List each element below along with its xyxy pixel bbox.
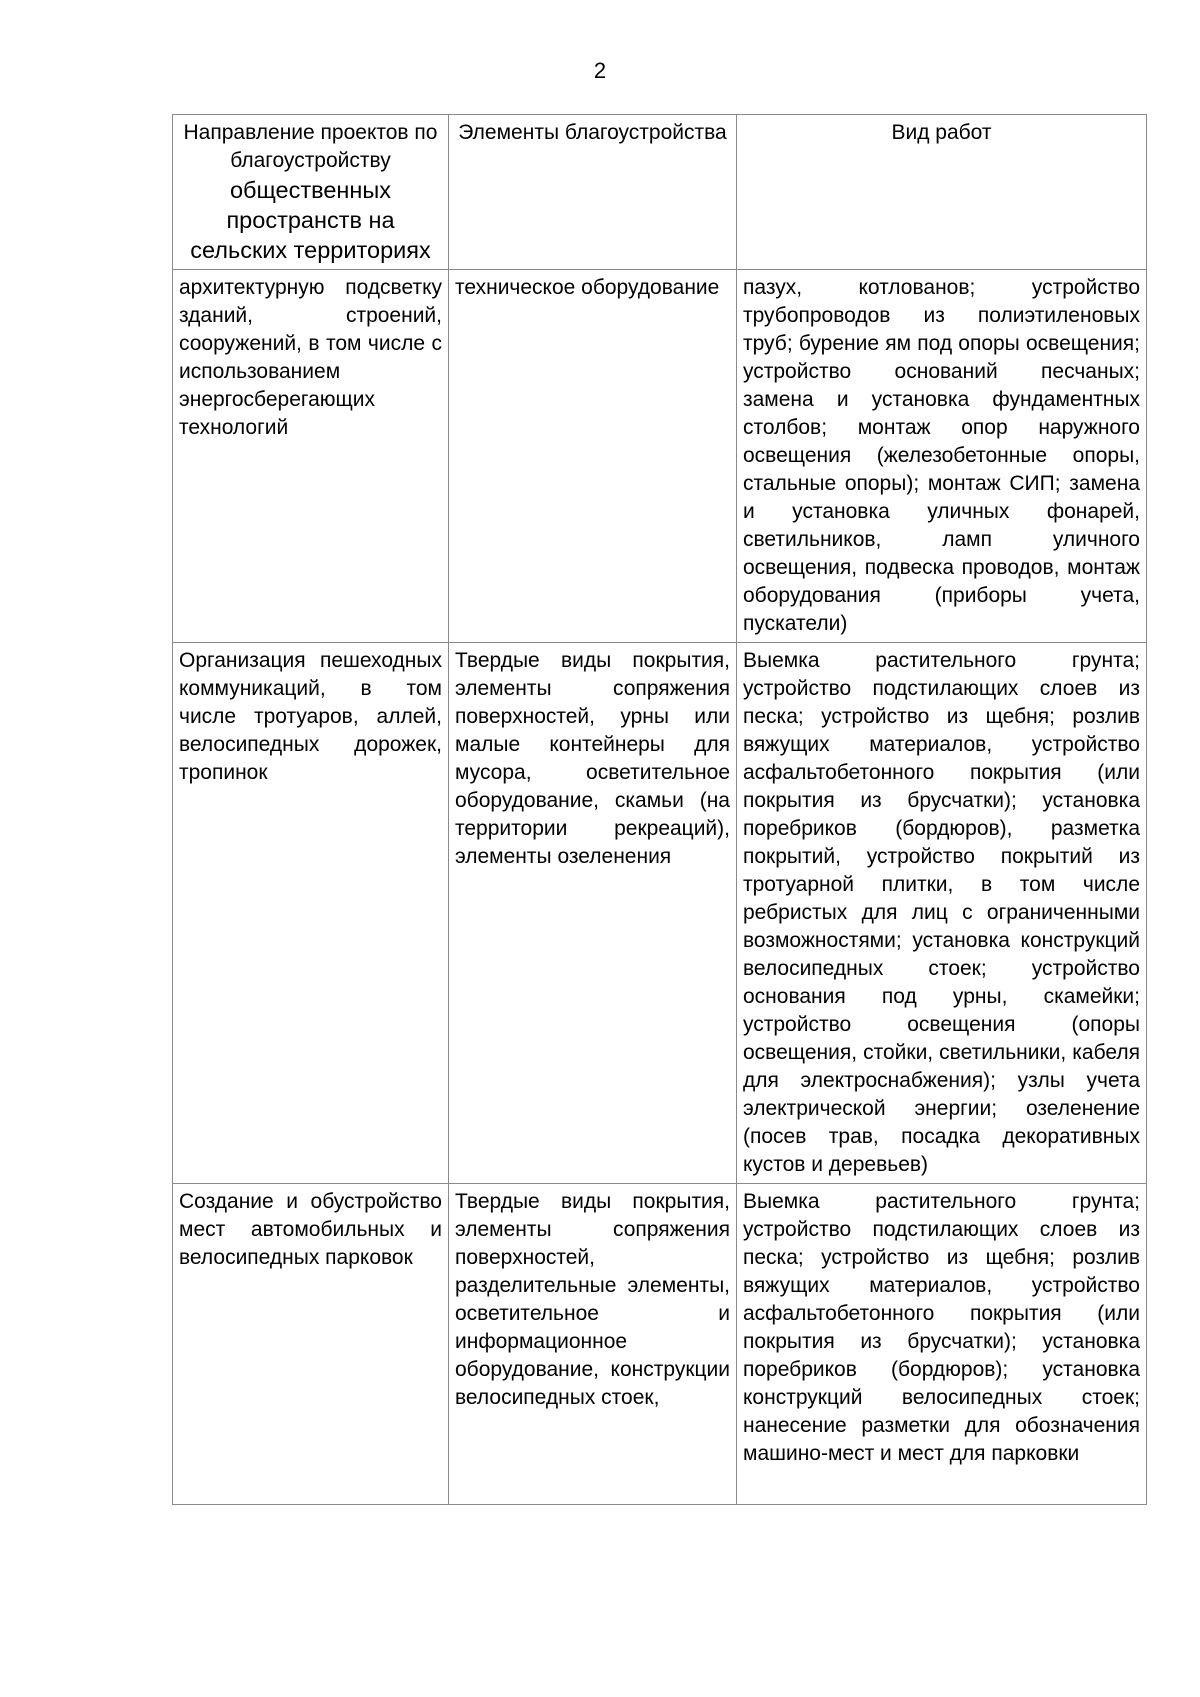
cell-works: Выемка растительного грунта; устройство подстилающих слоев из песка; устройство из щебня; розлив вяжущих материалов, устройство асфальтобетонного покрытия (или покрытия из брусчатки); установка поребриков (бордюров), разметка покрытий, устройство покрытий из тротуарной плитки, в том числе ребристых для лиц с ограниченными возможностями; установка конструкций велосипедных стоек; устройство основания под урны, скамейки; устройство освещения (опоры освещения, стойки, светильники, кабеля для электроснабжения); узлы учета электрической энергии; озеленение (посев трав, посадка декоративных кустов и деревьев) [737, 643, 1147, 1184]
table-row [173, 643, 1147, 1184]
header-elements: Элементы благоустройства [449, 115, 737, 270]
page-number: 2 [593, 58, 607, 83]
table-row [173, 270, 1147, 643]
table-row [173, 1184, 1147, 1505]
header-works: Вид работ [737, 115, 1147, 270]
cell-direction-text: Создание и обустройство мест автомобильных и велосипедных парковок [179, 1190, 442, 1269]
cell-direction: Организация пешеходных коммуникаций, в том числе тротуаров, аллей, велосипедных дорожек, тропинок [173, 643, 449, 1184]
cell-elements-text: Твердые виды покрытия, элементы сопряжения поверхностей, разделительные элементы, осветительное и информационное оборудование, конструкции велосипедных стоек, [455, 1190, 730, 1409]
header-direction [173, 115, 449, 270]
cell-elements: Твердые виды покрытия, элементы сопряжения поверхностей, урны или малые контейнеры для мусора, осветительное оборудование, скамьи (на территории рекреаций), элементы озеленения [449, 643, 737, 1184]
cell-works-text: Выемка растительного грунта; устройство подстилающих слоев из песка; устройство из щебня; розлив вяжущих материалов, устройство асфальтобетонного покрытия (или покрытия из брусчатки); установка поребриков (бордюров); установка конструкций велосипедных стоек; нанесение разметки для обозначения машино-мест и мест для парковки [743, 1190, 1140, 1465]
header-direction-line-a: Направление проектов по благоустройству [183, 121, 438, 172]
cell-works: пазух, котлованов; устройство трубопроводов из полиэтиленовых труб; бурение ям под опоры освещения; устройство оснований песчаных; замена и установка фундаментных столбов; монтаж опор наружного освещения (железобетонные опоры, стальные опоры); монтаж СИП; замена и установка уличных фонарей, светильников, ламп уличного освещения, подвеска проводов, монтаж оборудования (приборы учета, пускатели) [737, 270, 1147, 643]
cell-elements [449, 1184, 737, 1505]
table-header-row [173, 115, 1147, 270]
cell-direction: архитектурную подсветку зданий, строений, сооружений, в том числе с использованием энергосберегающих технологий [173, 270, 449, 643]
header-direction-line-b: общественных пространств на сельских территориях [190, 177, 431, 263]
cell-works [737, 1184, 1147, 1505]
cell-direction [173, 1184, 449, 1505]
works-table [172, 114, 1147, 1505]
cell-elements: техническое оборудование [449, 270, 737, 643]
